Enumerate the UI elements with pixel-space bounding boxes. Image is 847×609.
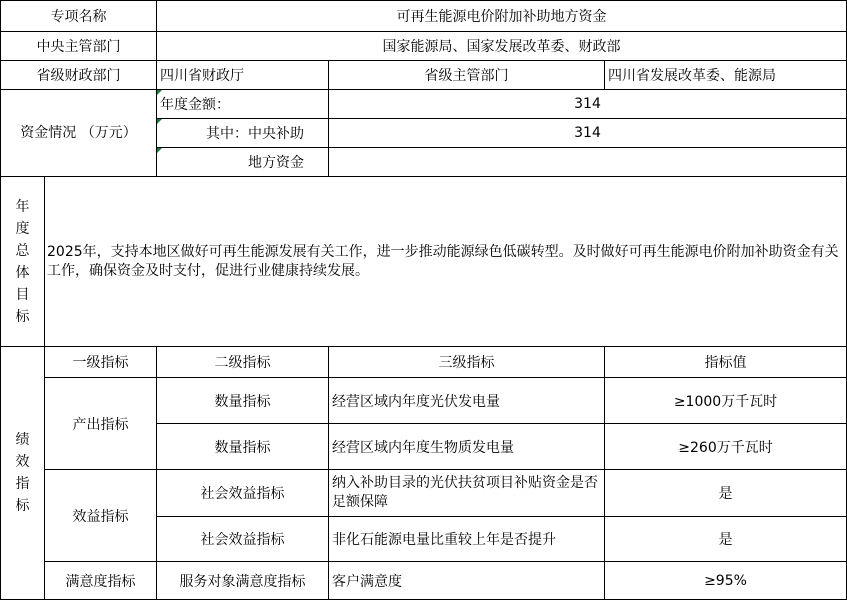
funds-central-label[interactable]: 其中：中央补助 xyxy=(157,119,329,148)
row-funds-annual xyxy=(1,90,847,119)
central-dept-label[interactable]: 中央主管部门 xyxy=(1,32,157,61)
level3-cell[interactable]: 非化石能源电量比重较上年是否提升 xyxy=(329,517,605,562)
row-project-name xyxy=(1,1,847,32)
row-provincial xyxy=(1,61,847,90)
level2-cell[interactable]: 数量指标 xyxy=(157,424,329,470)
level1-output[interactable]: 产出指标 xyxy=(45,378,157,470)
level3-cell[interactable]: 客户满意度 xyxy=(329,562,605,600)
level3-cell[interactable]: 经营区域内年度生物质发电量 xyxy=(329,424,605,470)
value-cell[interactable]: ≥260万千瓦时 xyxy=(605,424,847,470)
value-cell[interactable]: ≥95% xyxy=(605,562,847,600)
value-cell[interactable]: ≥1000万千瓦时 xyxy=(605,378,847,424)
funds-central-value[interactable]: 314 xyxy=(329,119,847,148)
project-name-label[interactable]: 专项名称 xyxy=(1,1,157,32)
project-name-value[interactable]: 可再生能源电价附加补助地方资金 xyxy=(157,1,847,32)
level3-cell[interactable]: 经营区域内年度光伏发电量 xyxy=(329,378,605,424)
row-perf-header xyxy=(1,347,847,378)
prov-finance-value[interactable]: 四川省财政厅 xyxy=(157,61,329,90)
prov-finance-label[interactable]: 省级财政部门 xyxy=(1,61,157,90)
value-cell[interactable]: 是 xyxy=(605,517,847,562)
funds-annual-value[interactable]: 314 xyxy=(329,90,847,119)
level2-cell[interactable]: 社会效益指标 xyxy=(157,517,329,562)
level1-benefit[interactable]: 效益指标 xyxy=(45,470,157,562)
table-row xyxy=(1,562,847,600)
perf-header-level3[interactable]: 三级指标 xyxy=(329,347,605,378)
funds-local-value[interactable] xyxy=(329,148,847,177)
funds-label[interactable]: 资金情况 （万元） xyxy=(1,90,157,177)
level2-cell[interactable]: 数量指标 xyxy=(157,378,329,424)
level1-satisfaction[interactable]: 满意度指标 xyxy=(45,562,157,600)
table-row xyxy=(1,470,847,517)
perf-header-level1[interactable]: 一级指标 xyxy=(45,347,157,378)
perf-header-value[interactable]: 指标值 xyxy=(605,347,847,378)
prov-dept-label[interactable]: 省级主管部门 xyxy=(329,61,605,90)
level2-cell[interactable]: 服务对象满意度指标 xyxy=(157,562,329,600)
goal-label-text: 年度总体目标 xyxy=(15,198,30,325)
perf-label-text: 绩效指标 xyxy=(15,432,30,514)
goal-text[interactable]: 2025年，支持本地区做好可再生能源发展有关工作，进一步推动能源绿色低碳转型。及时做好可再生能源电价附加补助资金有关工作，确保资金及时支付，促进行业健康持续发展。 xyxy=(45,177,847,347)
level3-cell[interactable]: 纳入补助目录的光伏扶贫项目补贴资金是否足额保障 xyxy=(329,470,605,517)
value-cell[interactable]: 是 xyxy=(605,470,847,517)
perf-header-level2[interactable]: 二级指标 xyxy=(157,347,329,378)
funds-local-label[interactable]: 地方资金 xyxy=(157,148,329,177)
central-dept-value[interactable]: 国家能源局、国家发展改革委、财政部 xyxy=(157,32,847,61)
prov-dept-value[interactable]: 四川省发展改革委、能源局 xyxy=(605,61,847,90)
row-central-dept xyxy=(1,32,847,61)
level2-cell[interactable]: 社会效益指标 xyxy=(157,470,329,517)
table-row xyxy=(1,378,847,424)
funds-annual-label[interactable]: 年度金额： xyxy=(157,90,329,119)
perf-label[interactable] xyxy=(1,347,45,600)
goal-label[interactable] xyxy=(1,177,45,347)
row-annual-goal xyxy=(1,177,847,347)
